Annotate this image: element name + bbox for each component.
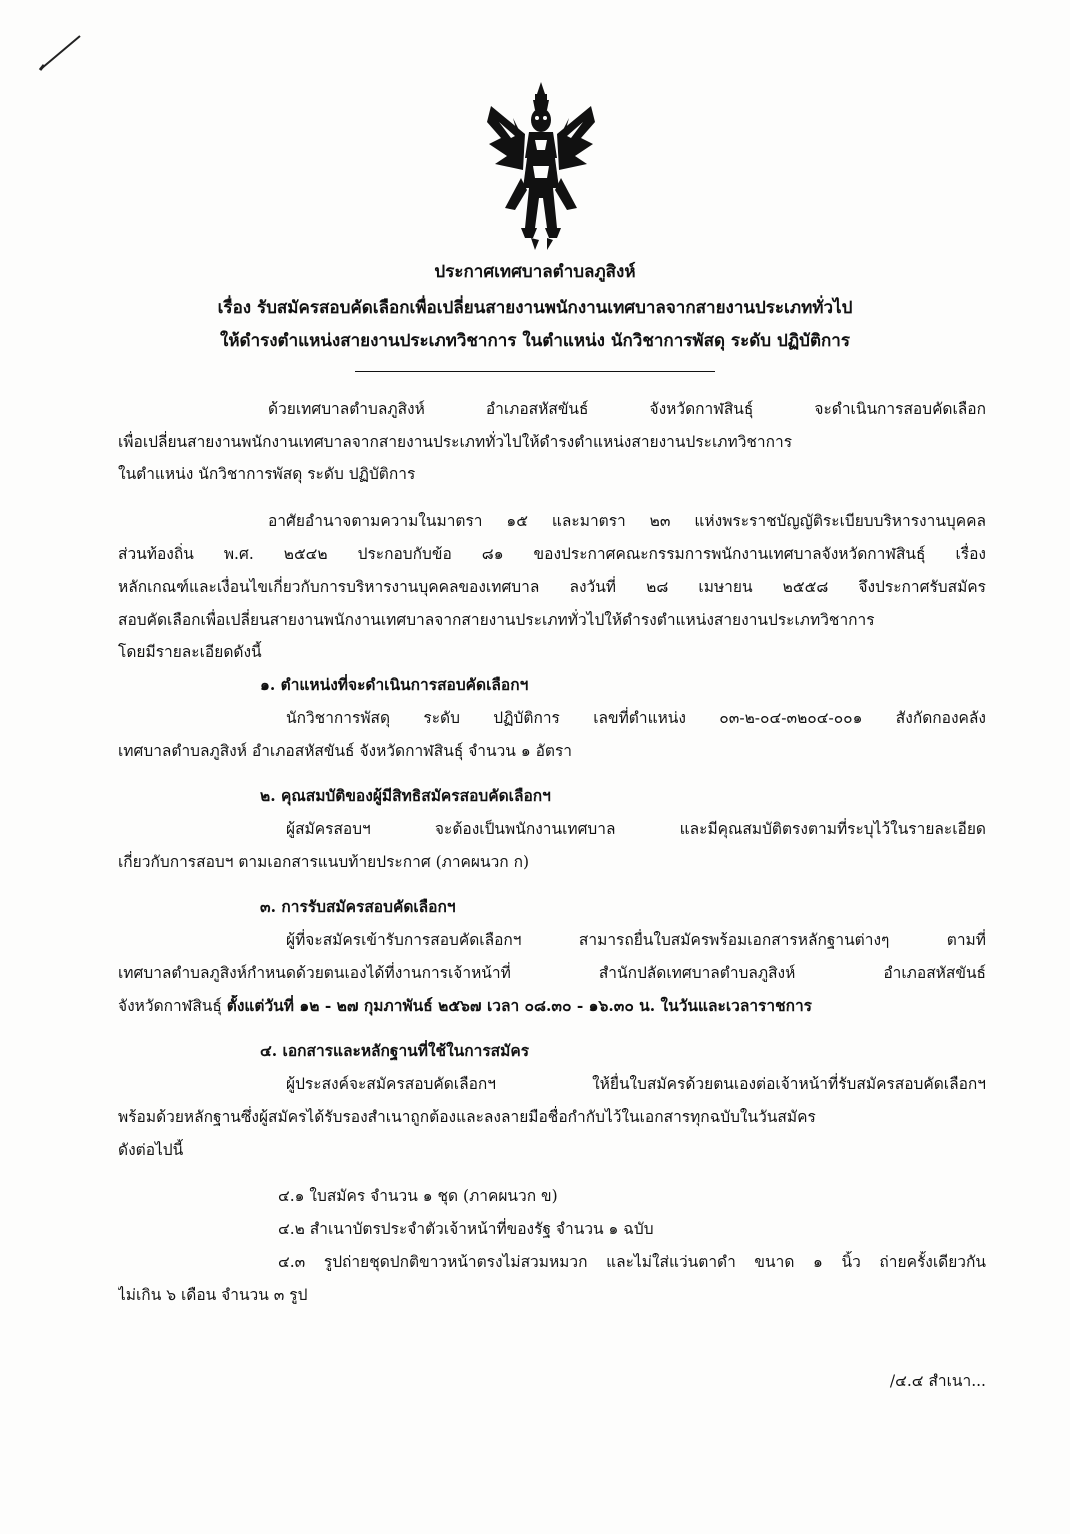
- paragraph-line: เพื่อเปลี่ยนสายงานพนักงานเทศบาลจากสายงานประเภททั่วไปให้ดำรงตำแหน่งสายงานประเภทวิชาการ: [118, 433, 793, 451]
- section-2-title: ๒. คุณสมบัติของผู้มีสิทธิสมัครสอบคัดเลือกฯ: [260, 786, 551, 805]
- paragraph-line: พร้อมด้วยหลักฐานซึ่งผู้สมัครได้รับรองสำเนาถูกต้องและลงลายมือชื่อกำกับไว้ในเอกสารทุกฉบับในวันสมัคร: [118, 1108, 816, 1126]
- paragraph-line: [118, 995, 986, 1017]
- paragraph-line: ในตำแหน่ง นักวิชาการพัสดุ ระดับ ปฏิบัติการ: [118, 465, 416, 483]
- paragraph-line: นักวิชาการพัสดุ ระดับ ปฏิบัติการ เลขที่ตำแหน่ง ๐๓-๒-๐๔-๓๒๐๔-๐๐๑ สังกัดกองคลัง: [286, 709, 986, 727]
- paragraph-line: ส่วนท้องถิ่น พ.ศ. ๒๕๔๒ ประกอบกับข้อ ๘๑ ของประกาศคณะกรรมการพนักงานเทศบาลจังหวัดกาฬสินธุ์ เรื่อง: [118, 545, 986, 563]
- subject-line-1: เรื่อง รับสมัครสอบคัดเลือกเพื่อเปลี่ยนสายงานพนักงานเทศบาลจากสายงานประเภททั่วไป: [217, 298, 853, 318]
- paragraph-line: ด้วยเทศบาลตำบลภูสิงห์ อำเภอสหัสขันธ์ จังหวัดกาฬสินธุ์ จะดำเนินการสอบคัดเลือก: [268, 400, 986, 418]
- title-divider: [355, 371, 715, 372]
- section-1-title: ๑. ตำแหน่งที่จะดำเนินการสอบคัดเลือกฯ: [260, 675, 529, 694]
- paragraph-line: สอบคัดเลือกเพื่อเปลี่ยนสายงานพนักงานเทศบาลจากสายงานประเภททั่วไปให้ดำรงตำแหน่งสายงานประเภทวิชาการ: [118, 611, 875, 629]
- list-item: ไม่เกิน ๖ เดือน จำนวน ๓ รูป: [118, 1286, 308, 1304]
- list-item: ๔.๓ รูปถ่ายชุดปกติขาวหน้าตรงไม่สวมหมวก และไม่ใส่แว่นตาดำ ขนาด ๑ นิ้ว ถ่ายครั้งเดียวกัน: [278, 1253, 986, 1271]
- section-4-title: ๔. เอกสารและหลักฐานที่ใช้ในการสมัคร: [260, 1041, 530, 1060]
- application-location-text: จังหวัดกาฬสินธุ์: [118, 997, 227, 1015]
- pen-stroke-mark: [38, 32, 84, 72]
- garuda-emblem-icon: [485, 78, 597, 250]
- paragraph-line: หลักเกณฑ์และเงื่อนไขเกี่ยวกับการบริหารงานบุคคลของเทศบาล ลงวันที่ ๒๘ เมษายน ๒๕๕๘ จึงประกาศรับสมัคร: [118, 578, 986, 596]
- document-title: ประกาศเทศบาลตำบลภูสิงห์: [434, 262, 636, 282]
- list-item: ๔.๒ สำเนาบัตรประจำตัวเจ้าหน้าที่ของรัฐ จำนวน ๑ ฉบับ: [278, 1220, 654, 1238]
- application-period-text: ตั้งแต่วันที่ ๑๒ - ๒๗ กุมภาพันธ์ ๒๕๖๗ เวลา ๐๘.๓๐ - ๑๖.๓๐ น. ในวันและเวลาราชการ: [226, 996, 813, 1015]
- paragraph-line: ผู้สมัครสอบฯ จะต้องเป็นพนักงานเทศบาล และมีคุณสมบัติตรงตามที่ระบุไว้ในรายละเอียด: [286, 820, 986, 838]
- paragraph-line: ผู้ประสงค์จะสมัครสอบคัดเลือกฯ ให้ยื่นใบสมัครด้วยตนเองต่อเจ้าหน้าที่รับสมัครสอบคัดเลือกฯ: [286, 1075, 986, 1093]
- paragraph-line: เทศบาลตำบลภูสิงห์กำหนดด้วยตนเองได้ที่งานการเจ้าหน้าที่ สำนักปลัดเทศบาลตำบลภูสิงห์ อำเภอสหัสขันธ์: [118, 964, 986, 982]
- paragraph-line: ดังต่อไปนี้: [118, 1141, 184, 1159]
- paragraph-line: ผู้ที่จะสมัครเข้ารับการสอบคัดเลือกฯ สามารถยื่นใบสมัครพร้อมเอกสารหลักฐานต่างๆ ตามที่: [286, 931, 986, 949]
- paragraph-line: เกี่ยวกับการสอบฯ ตามเอกสารแนบท้ายประกาศ (ภาคผนวก ก): [118, 853, 530, 871]
- paragraph-line: โดยมีรายละเอียดดังนี้: [118, 643, 262, 661]
- paragraph-line: อาศัยอำนาจตามความในมาตรา ๑๕ และมาตรา ๒๓ แห่งพระราชบัญญัติระเบียบบริหารงานบุคคล: [268, 512, 986, 530]
- list-item: ๔.๑ ใบสมัคร จำนวน ๑ ชุด (ภาคผนวก ข): [278, 1187, 558, 1205]
- next-page-reference: /๔.๔ สำเนา...: [889, 1372, 986, 1390]
- subject-line-2: ให้ดำรงตำแหน่งสายงานประเภทวิชาการ ในตำแหน่ง นักวิชาการพัสดุ ระดับ ปฏิบัติการ: [220, 331, 850, 351]
- paragraph-line: เทศบาลตำบลภูสิงห์ อำเภอสหัสขันธ์ จังหวัดกาฬสินธุ์ จำนวน ๑ อัตรา: [118, 742, 572, 760]
- section-3-title: ๓. การรับสมัครสอบคัดเลือกฯ: [260, 897, 456, 916]
